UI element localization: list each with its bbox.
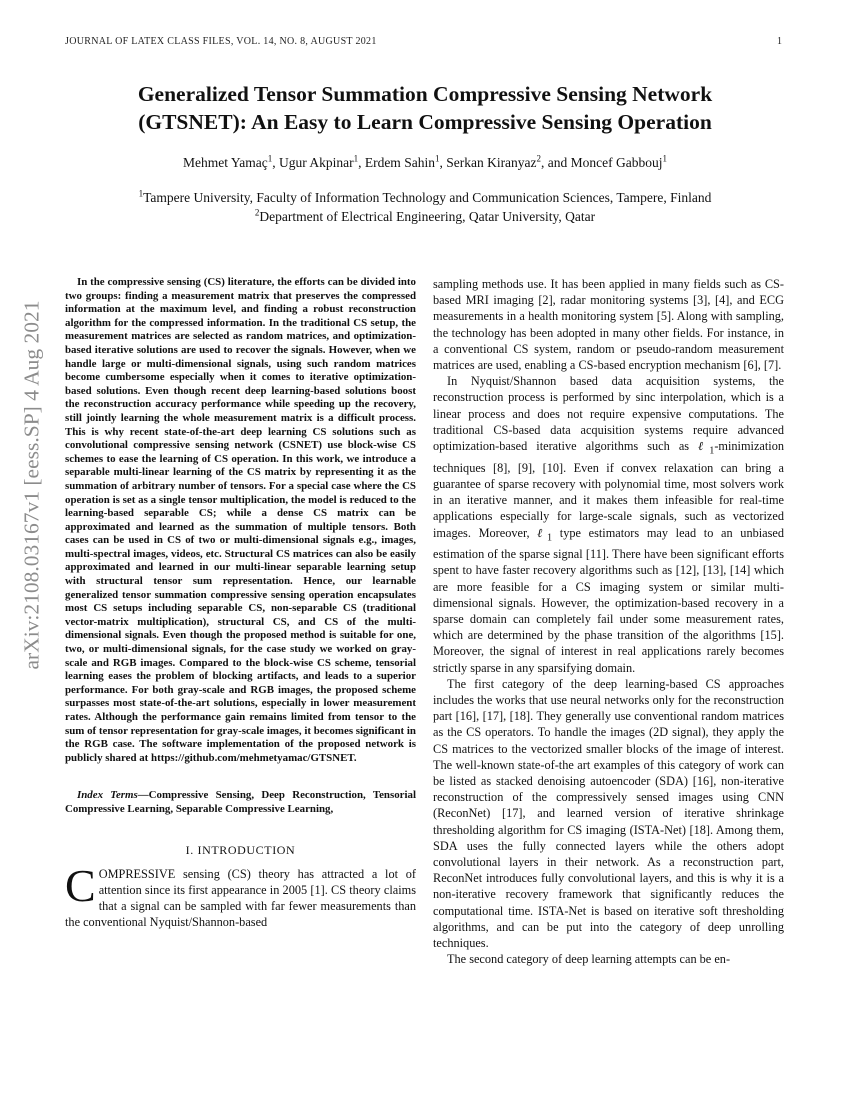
arxiv-stamp-text: arXiv:2108.03167v1 [eess.SP] 4 Aug 2021 [19,300,44,670]
abstract: In the compressive sensing (CS) literature, the efforts can be divided into two groups: finding a measurement matrix that preserves the compressed information at the maximum level, and finding a robust reconstruction algorithm for the compressed information. In the traditional CS setup, the measurement matrices are selected as random matrices, and optimization-based iterative solutions are used to recover the signals. However, when we handle large or multi-dimensional signals, using such random matrices become cumbersome especially when it comes to iterative optimization-based solutions. Even though recent deep learning-based solutions boost the reconstruction accuracy performance while speeding up the recovery, still jointly learning the whole measurement matrix is a difficult process. This is why recent state-of-the-art deep learning CS solutions such as convolutional compressive sensing network (CSNET) use block-wise CS schemes to ease the learning of CS operation. In this work, we introduce a separable multi-linear learning of the CS matrix by representing it as the summation of arbitrary number of tensors. For a special case where the CS operation is set as a single tensor multiplication, the model is reduced to the learning-based separable CS; while a dense CS matrix can be approximated and learned as the summation of multiple tensors. Both cases can be used in CS of two or multi-dimensional signals e.g., images, multi-spectral images, videos, etc. Structural CS matrices can also be easily approximated and learned in our multi-linear separable learning setup with structural tensor sum representation. Hence, our learnable generalized tensor summation compressive sensing operation encapsulates most CS setups including separable CS, non-separable CS (traditional vector-matrix multiplication), structural CS, and CS of the multi-dimensional signals. Even though the proposed method is suitable for one, two, or multi-dimensional signals, for the case study we worked on gray-scale and RGB images. Compared to the block-wise CS scheme, tensorial learning eases the problem of blocking artifacts, and leads to a superior performance. For both gray-scale and RGB images, the proposed scheme surpasses most state-of-the-art solutions, especially in lower measurement rates. Although the performance gain remains limited from tensor to the sum of tensor representation for gray-scale images, it becomes significant in the RGB case. The software implementation of the proposed network is publicly shared at https://github.com/mehmetyamac/GTSNET. [65,276,416,764]
page-number: 1 [777,36,782,47]
author-affil-mark: 1 [353,153,359,164]
author-name: Moncef Gabbouj [570,155,663,170]
author-affil-mark: 1 [662,153,668,164]
affiliation-text: Department of Electrical Engineering, Qatar University, Qatar [259,209,596,224]
body-text: -minimization techniques [8], [9], [10]. Even if convex relaxation can bring a guarantee of sparse recovery with polynomial time, most solvers work in an iterative manner, and it makes them infeasible for real-time applications especially for large-scale signals, such as vectorized images. Moreover, [433,439,784,540]
running-header: JOURNAL OF LATEX CLASS FILES, VOL. 14, NO. 8, AUGUST 2021 [65,36,377,47]
affiliation-mark: 1 [138,188,144,199]
index-terms-label: Index Terms [77,789,138,802]
author-affil-mark: 1 [267,153,273,164]
author [571,155,667,170]
author-separator: , [272,155,279,170]
author [279,155,365,170]
author-affil-mark: 2 [536,153,542,164]
intro-paragraph [65,859,416,931]
affiliations [60,188,790,226]
author [446,155,570,170]
author [365,155,446,170]
affiliation-text: Tampere University, Faculty of Information Technology and Communication Sciences, Tampere, Finland [143,190,712,205]
author-name: Serkan Kiranyaz [446,155,537,170]
ell-subscript: 1 [547,531,553,543]
body-text: In Nyquist/Shannon based data acquisition systems, the reconstruction process is performed by sinc interpolation, which is a linear process and does not require expensive computations. The traditional CS-based data acquisition systems require advanced optimization-based iterative algorithms such as [433,374,784,454]
index-terms-text: —Compressive Sensing, Deep Reconstruction, Tensorial Compressive Learning, Separable Compressive Learning, [65,789,416,815]
index-terms [65,789,416,816]
section-heading [65,843,416,858]
author-name: Ugur Akpinar [278,155,354,170]
affiliation-mark: 2 [254,207,260,218]
ell-symbol: ℓ [698,439,710,454]
intro-lead: OMPRESSIVE [98,866,176,881]
section-title: INTRODUCTION [197,842,296,857]
author-name: Mehmet Yamaç [182,155,268,170]
title-line-1: Generalized Tensor Summation Compressive Sensing Network [137,82,713,106]
author-separator: , [439,155,447,170]
right-column [433,276,784,967]
body-paragraph-2 [433,373,784,676]
drop-cap: C [65,859,96,911]
affiliation-1 [60,188,790,207]
affiliation-2 [60,207,790,226]
author-separator: , and [541,155,571,170]
paper-title [60,80,790,136]
title-line-2: (GTSNET): An Easy to Learn Compressive Sensing Operation [138,110,712,134]
arxiv-stamp [20,290,44,680]
body-paragraph-1: sampling methods use. It has been applied in many fields such as CS-based MRI imaging [2], radar monitoring systems [3], [4], and ECG measurements in a health monitoring system [5]. Along with sampling, the technology has been adopted in many other fields. For instance, in a conventional CS system, random or pseudo-random measurement matrices are used, enabling a CS-based encryption mechanism [6], [7]. [433,277,784,373]
author-name: Erdem Sahin [364,155,435,170]
author-list [60,155,790,171]
intro-text: sensing (CS) theory has attracted a lot of attention since its first appearance in 2005 [1]. CS theory claims that a signal can be sampled with far fewer measurements than the conventional Nyquist/Shannon-based [65,866,416,930]
author-separator: , [358,155,365,170]
body-text: type estimators may lead to an unbiased estimation of the sparse signal [11]. There have been significant efforts spent to have faster recovery algorithms such as [12], [13], [14] which are more feasible for a CS imaging system or similar multi-dimensional signals. However, the optimization-based recovery in a sparse domain can completely fail under some measurement rates, which are determined by the phase transition of the algorithms [15]. Moreover, the signal of interest in real applications rarely becomes strictly sparse in any sparsifying domain. [433,525,785,675]
author [183,155,279,170]
body-paragraph-3: The first category of the deep learning-based CS approaches includes the works that use neural networks only for the reconstruction part [16], [17], [18]. They generally use conventional random matrices as the CS operators. To handle the images (2D signal), they apply the CS matrices to the vectorized smaller blocks of the image of interest. The well-known state-of-the art examples of this category of work can be listed as stacked denoising autoencoder (SDA) [16], non-iterative reconstruction of the compressively sensed images using CNN (ReconNet) [17], and learned version of iterative shrinkage thresholding algorithm for CS imaging (ISTA-Net) [18]. Among them, SDA uses the fully connected layers while the others adopt convolutional layers in their network. As a reconstruction part, ReconNet introduces fully convolutional layers, and this is why it is a non-iterative recovery framework that significantly reduces the computational time. ISTA-Net is based on iterative soft thresholding algorithms, and can be put into the category of deep unrolling techniques. [433,676,784,951]
left-column [65,276,416,930]
body-paragraph-4: The second category of deep learning attempts can be en- [447,952,731,967]
ell-subscript: 1 [709,445,715,457]
ell-symbol: ℓ [537,525,548,540]
author-affil-mark: 1 [434,153,440,164]
section-number: I. [185,842,194,857]
